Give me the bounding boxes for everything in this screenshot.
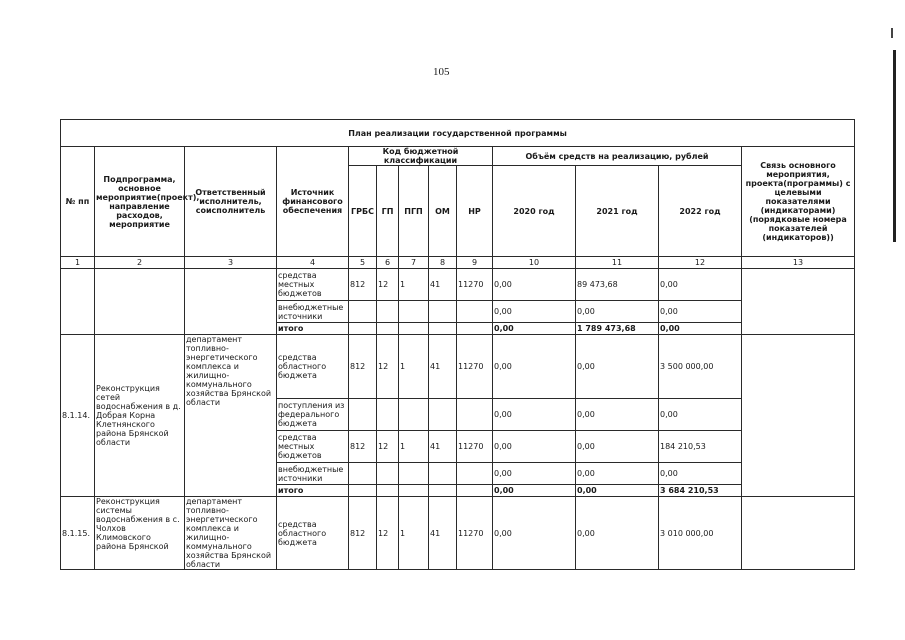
om-cell bbox=[429, 301, 457, 323]
gp-cell: 12 bbox=[377, 497, 399, 570]
amount-2021: 0,00 bbox=[576, 463, 659, 485]
gp-cell bbox=[377, 399, 399, 431]
om-cell bbox=[429, 463, 457, 485]
amount-2020: 0,00 bbox=[493, 431, 576, 463]
nr-cell bbox=[457, 399, 493, 431]
column-number: 6 bbox=[377, 257, 399, 269]
nr-cell bbox=[457, 485, 493, 497]
gp-cell bbox=[377, 463, 399, 485]
num-cell bbox=[61, 269, 95, 335]
header-gp: ГП bbox=[377, 166, 399, 257]
num-cell: 8.1.15. bbox=[61, 497, 95, 570]
link-cell bbox=[742, 335, 855, 497]
amount-2020: 0,00 bbox=[493, 301, 576, 323]
grbs-cell bbox=[349, 323, 377, 335]
om-cell bbox=[429, 485, 457, 497]
grbs-cell bbox=[349, 399, 377, 431]
subprogram-cell: Реконструкция системы водоснабжения в с. Чолхов Климовского района Брянской bbox=[95, 497, 185, 570]
header-volume: Объём средств на реализацию, рублей bbox=[493, 147, 742, 166]
header-pgp: ПГП bbox=[399, 166, 429, 257]
amount-2022: 0,00 bbox=[659, 323, 742, 335]
source-cell: средства областного бюджета bbox=[277, 497, 349, 570]
pgp-cell: 1 bbox=[399, 269, 429, 301]
grbs-cell bbox=[349, 463, 377, 485]
grbs-cell: 812 bbox=[349, 269, 377, 301]
om-cell: 41 bbox=[429, 431, 457, 463]
column-number: 12 bbox=[659, 257, 742, 269]
column-number: 2 bbox=[95, 257, 185, 269]
responsible-cell: департамент топливно-энергетического комплекса и жилищно-коммунального хозяйства Брянской области bbox=[185, 335, 277, 497]
amount-2022: 184 210,53 bbox=[659, 431, 742, 463]
pgp-cell bbox=[399, 323, 429, 335]
pgp-cell bbox=[399, 485, 429, 497]
source-cell: средства местных бюджетов bbox=[277, 269, 349, 301]
source-cell: итого bbox=[277, 485, 349, 497]
nr-cell bbox=[457, 463, 493, 485]
grbs-cell: 812 bbox=[349, 497, 377, 570]
om-cell: 41 bbox=[429, 335, 457, 399]
amount-2022: 3 500 000,00 bbox=[659, 335, 742, 399]
column-number: 8 bbox=[429, 257, 457, 269]
header-2022: 2022 год bbox=[659, 166, 742, 257]
source-cell: внебюджетные источники bbox=[277, 301, 349, 323]
om-cell bbox=[429, 399, 457, 431]
responsible-cell bbox=[185, 269, 277, 335]
amount-2021: 0,00 bbox=[576, 485, 659, 497]
source-cell: средства местных бюджетов bbox=[277, 431, 349, 463]
nr-cell: 11270 bbox=[457, 335, 493, 399]
grbs-cell: 812 bbox=[349, 431, 377, 463]
column-number: 9 bbox=[457, 257, 493, 269]
pgp-cell bbox=[399, 463, 429, 485]
source-cell: средства областного бюджета bbox=[277, 335, 349, 399]
pgp-cell: 1 bbox=[399, 335, 429, 399]
header-2021: 2021 год bbox=[576, 166, 659, 257]
link-cell bbox=[742, 269, 855, 335]
amount-2022: 3 684 210,53 bbox=[659, 485, 742, 497]
amount-2022: 0,00 bbox=[659, 399, 742, 431]
margin-tick-mark bbox=[891, 28, 893, 38]
nr-cell: 11270 bbox=[457, 431, 493, 463]
header-grbs: ГРБС bbox=[349, 166, 377, 257]
pgp-cell bbox=[399, 399, 429, 431]
header-link: Связь основного мероприятия, проекта(программы) с целевыми показателями (индикаторами) (порядковые номера показателей (индикаторов)) bbox=[742, 147, 855, 257]
amount-2022: 0,00 bbox=[659, 301, 742, 323]
program-plan-table bbox=[60, 119, 855, 570]
grbs-cell: 812 bbox=[349, 335, 377, 399]
amount-2021: 0,00 bbox=[576, 431, 659, 463]
header-responsible: Ответственный исполнитель, соисполнитель bbox=[185, 147, 277, 257]
grbs-cell bbox=[349, 485, 377, 497]
pgp-cell: 1 bbox=[399, 497, 429, 570]
amount-2020: 0,00 bbox=[493, 399, 576, 431]
amount-2020: 0,00 bbox=[493, 463, 576, 485]
source-cell: поступления из федерального бюджета bbox=[277, 399, 349, 431]
nr-cell: 11270 bbox=[457, 269, 493, 301]
column-number: 5 bbox=[349, 257, 377, 269]
header-nr: НР bbox=[457, 166, 493, 257]
pgp-cell bbox=[399, 301, 429, 323]
table-title: План реализации государственной программы bbox=[61, 120, 855, 147]
amount-2021: 0,00 bbox=[576, 399, 659, 431]
nr-cell: 11270 bbox=[457, 497, 493, 570]
om-cell: 41 bbox=[429, 497, 457, 570]
column-number: 4 bbox=[277, 257, 349, 269]
header-num: № пп bbox=[61, 147, 95, 257]
page-number: 105 bbox=[433, 66, 450, 78]
amount-2022: 0,00 bbox=[659, 269, 742, 301]
amount-2021: 1 789 473,68 bbox=[576, 323, 659, 335]
column-number: 1 bbox=[61, 257, 95, 269]
amount-2020: 0,00 bbox=[493, 269, 576, 301]
amount-2020: 0,00 bbox=[493, 335, 576, 399]
amount-2020: 0,00 bbox=[493, 323, 576, 335]
amount-2021: 0,00 bbox=[576, 301, 659, 323]
table-row bbox=[61, 497, 855, 570]
header-source: Источник финансового обеспечения bbox=[277, 147, 349, 257]
om-cell: 41 bbox=[429, 269, 457, 301]
amount-2022: 0,00 bbox=[659, 463, 742, 485]
responsible-cell: департамент топливно-энергетического комплекса и жилищно-коммунального хозяйства Брянской области bbox=[185, 497, 277, 570]
gp-cell: 12 bbox=[377, 431, 399, 463]
column-number: 3 bbox=[185, 257, 277, 269]
subprogram-cell bbox=[95, 269, 185, 335]
nr-cell bbox=[457, 301, 493, 323]
amount-2020: 0,00 bbox=[493, 497, 576, 570]
amount-2021: 0,00 bbox=[576, 335, 659, 399]
amount-2021: 89 473,68 bbox=[576, 269, 659, 301]
gp-cell bbox=[377, 323, 399, 335]
header-budget-classification: Код бюджетной классификации bbox=[349, 147, 493, 166]
subprogram-cell: Реконструкция сетей водоснабжения в д. Добрая Корна Клетнянского района Брянской области bbox=[95, 335, 185, 497]
om-cell bbox=[429, 323, 457, 335]
grbs-cell bbox=[349, 301, 377, 323]
link-cell bbox=[742, 497, 855, 570]
header-om: ОМ bbox=[429, 166, 457, 257]
gp-cell bbox=[377, 301, 399, 323]
amount-2021: 0,00 bbox=[576, 497, 659, 570]
column-number: 13 bbox=[742, 257, 855, 269]
column-number: 10 bbox=[493, 257, 576, 269]
gp-cell: 12 bbox=[377, 269, 399, 301]
header-subprogram: Подпрограмма, основное мероприятие(проект), направление расходов, мероприятие bbox=[95, 147, 185, 257]
source-cell: внебюджетные источники bbox=[277, 463, 349, 485]
pgp-cell: 1 bbox=[399, 431, 429, 463]
gp-cell: 12 bbox=[377, 335, 399, 399]
gp-cell bbox=[377, 485, 399, 497]
num-cell: 8.1.14. bbox=[61, 335, 95, 497]
nr-cell bbox=[457, 323, 493, 335]
margin-bar bbox=[893, 50, 896, 242]
column-number: 11 bbox=[576, 257, 659, 269]
header-2020: 2020 год bbox=[493, 166, 576, 257]
column-number-row bbox=[61, 257, 855, 269]
table-row bbox=[61, 269, 855, 301]
amount-2020: 0,00 bbox=[493, 485, 576, 497]
source-cell: итого bbox=[277, 323, 349, 335]
column-number: 7 bbox=[399, 257, 429, 269]
amount-2022: 3 010 000,00 bbox=[659, 497, 742, 570]
table-row bbox=[61, 335, 855, 399]
